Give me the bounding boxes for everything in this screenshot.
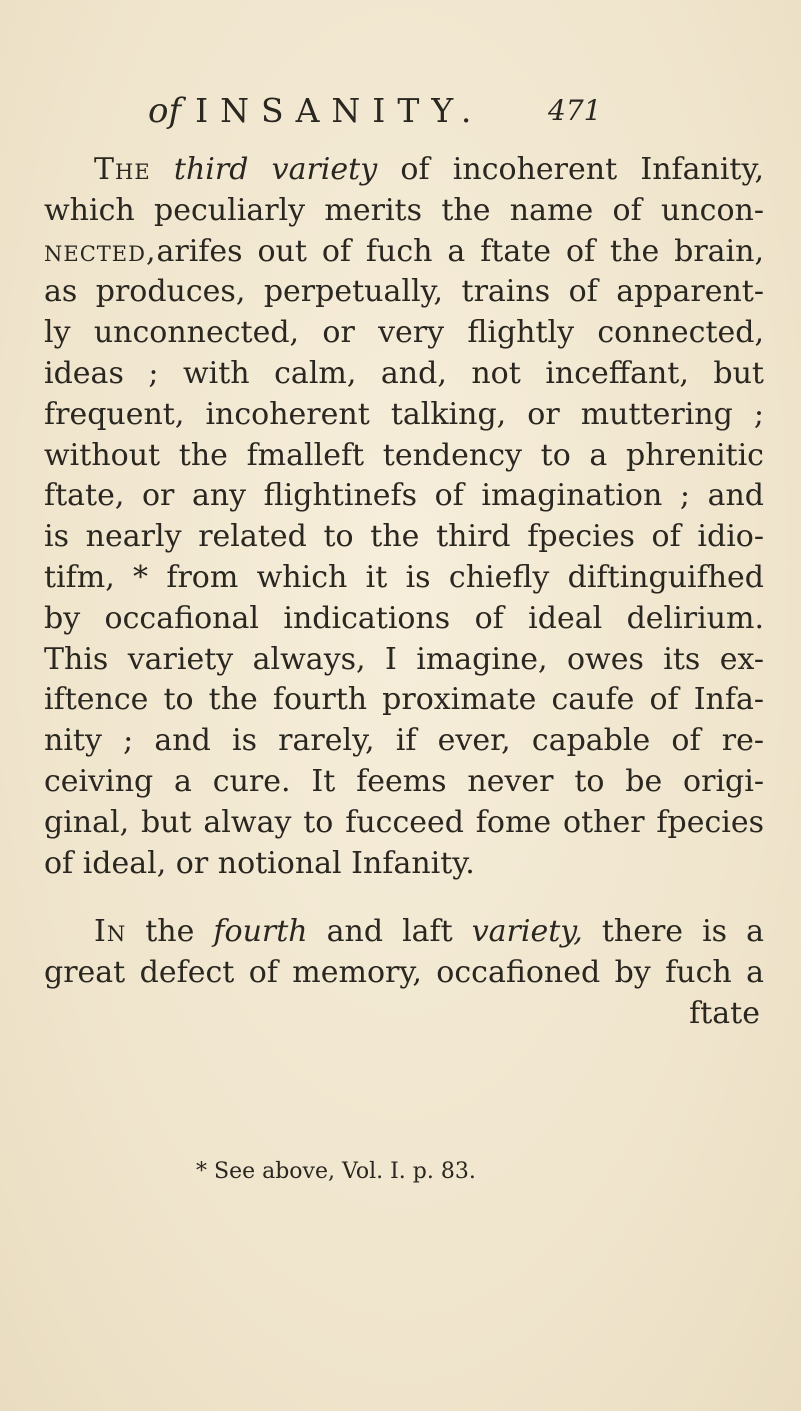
italic-term: variety, <box>471 914 583 950</box>
page-body <box>44 150 764 1035</box>
text-line: ly unconnected, or very flightly connected, <box>44 315 764 351</box>
text-line: nity ; and is rarely, if ever, capable of re- <box>44 723 764 759</box>
catchword: ftate <box>689 995 760 1031</box>
text-line: which peculiarly merits the name of uncon- <box>44 192 764 228</box>
paragraph-third-variety <box>44 150 764 884</box>
page-number: 471 <box>548 94 602 127</box>
text-line: The third variety of incoherent Infanity, <box>94 152 764 187</box>
text-line: nected,arifes out of fuch a ftate of the brain, <box>44 233 764 269</box>
header-title: INSANITY. <box>195 91 484 130</box>
text-line: iftence to the fourth proximate caufe of Infa- <box>44 682 764 718</box>
text-line: This variety always, I imagine, owes its ex- <box>44 641 764 677</box>
header-of: of <box>148 91 182 131</box>
paragraph-lead: In <box>94 914 127 950</box>
paragraph-gap <box>44 884 764 912</box>
text-line: by occafional indications of ideal delirium. <box>44 600 764 636</box>
text-line: is nearly related to the third fpecies of idio- <box>44 519 764 555</box>
text-line: great defect of memory, occafioned by fuch a <box>44 955 764 991</box>
running-header <box>148 86 668 136</box>
italic-term: fourth <box>213 914 308 950</box>
paragraph-fourth-variety <box>44 912 764 1034</box>
text-line: ceiving a cure. It feems never to be origi- <box>44 763 764 799</box>
text-line: tifm, * from which it is chiefly diftinguifhed <box>44 559 764 595</box>
text-line: frequent, incoherent talking, or muttering ; <box>44 396 764 432</box>
text-line: as produces, perpetually, trains of apparent- <box>44 274 764 310</box>
text-line: ginal, but alway to fucceed fome other fpecies <box>44 804 764 840</box>
footnote: * See above, Vol. I. p. 83. <box>196 1159 476 1184</box>
text-line: In the fourth and laft variety, there is a <box>94 914 764 950</box>
text-line: ideas ; with calm, and, not inceffant, but <box>44 355 764 391</box>
small-caps-term: nected, <box>44 233 157 269</box>
text-line: ftate, or any flightinefs of imagination ; and <box>44 478 764 514</box>
italic-term: third variety <box>173 152 378 187</box>
text-line: without the fmalleft tendency to a phrenitic <box>44 437 764 473</box>
text-line: of ideal, or notional Infanity. <box>44 845 475 881</box>
paragraph-lead: The <box>94 152 151 187</box>
